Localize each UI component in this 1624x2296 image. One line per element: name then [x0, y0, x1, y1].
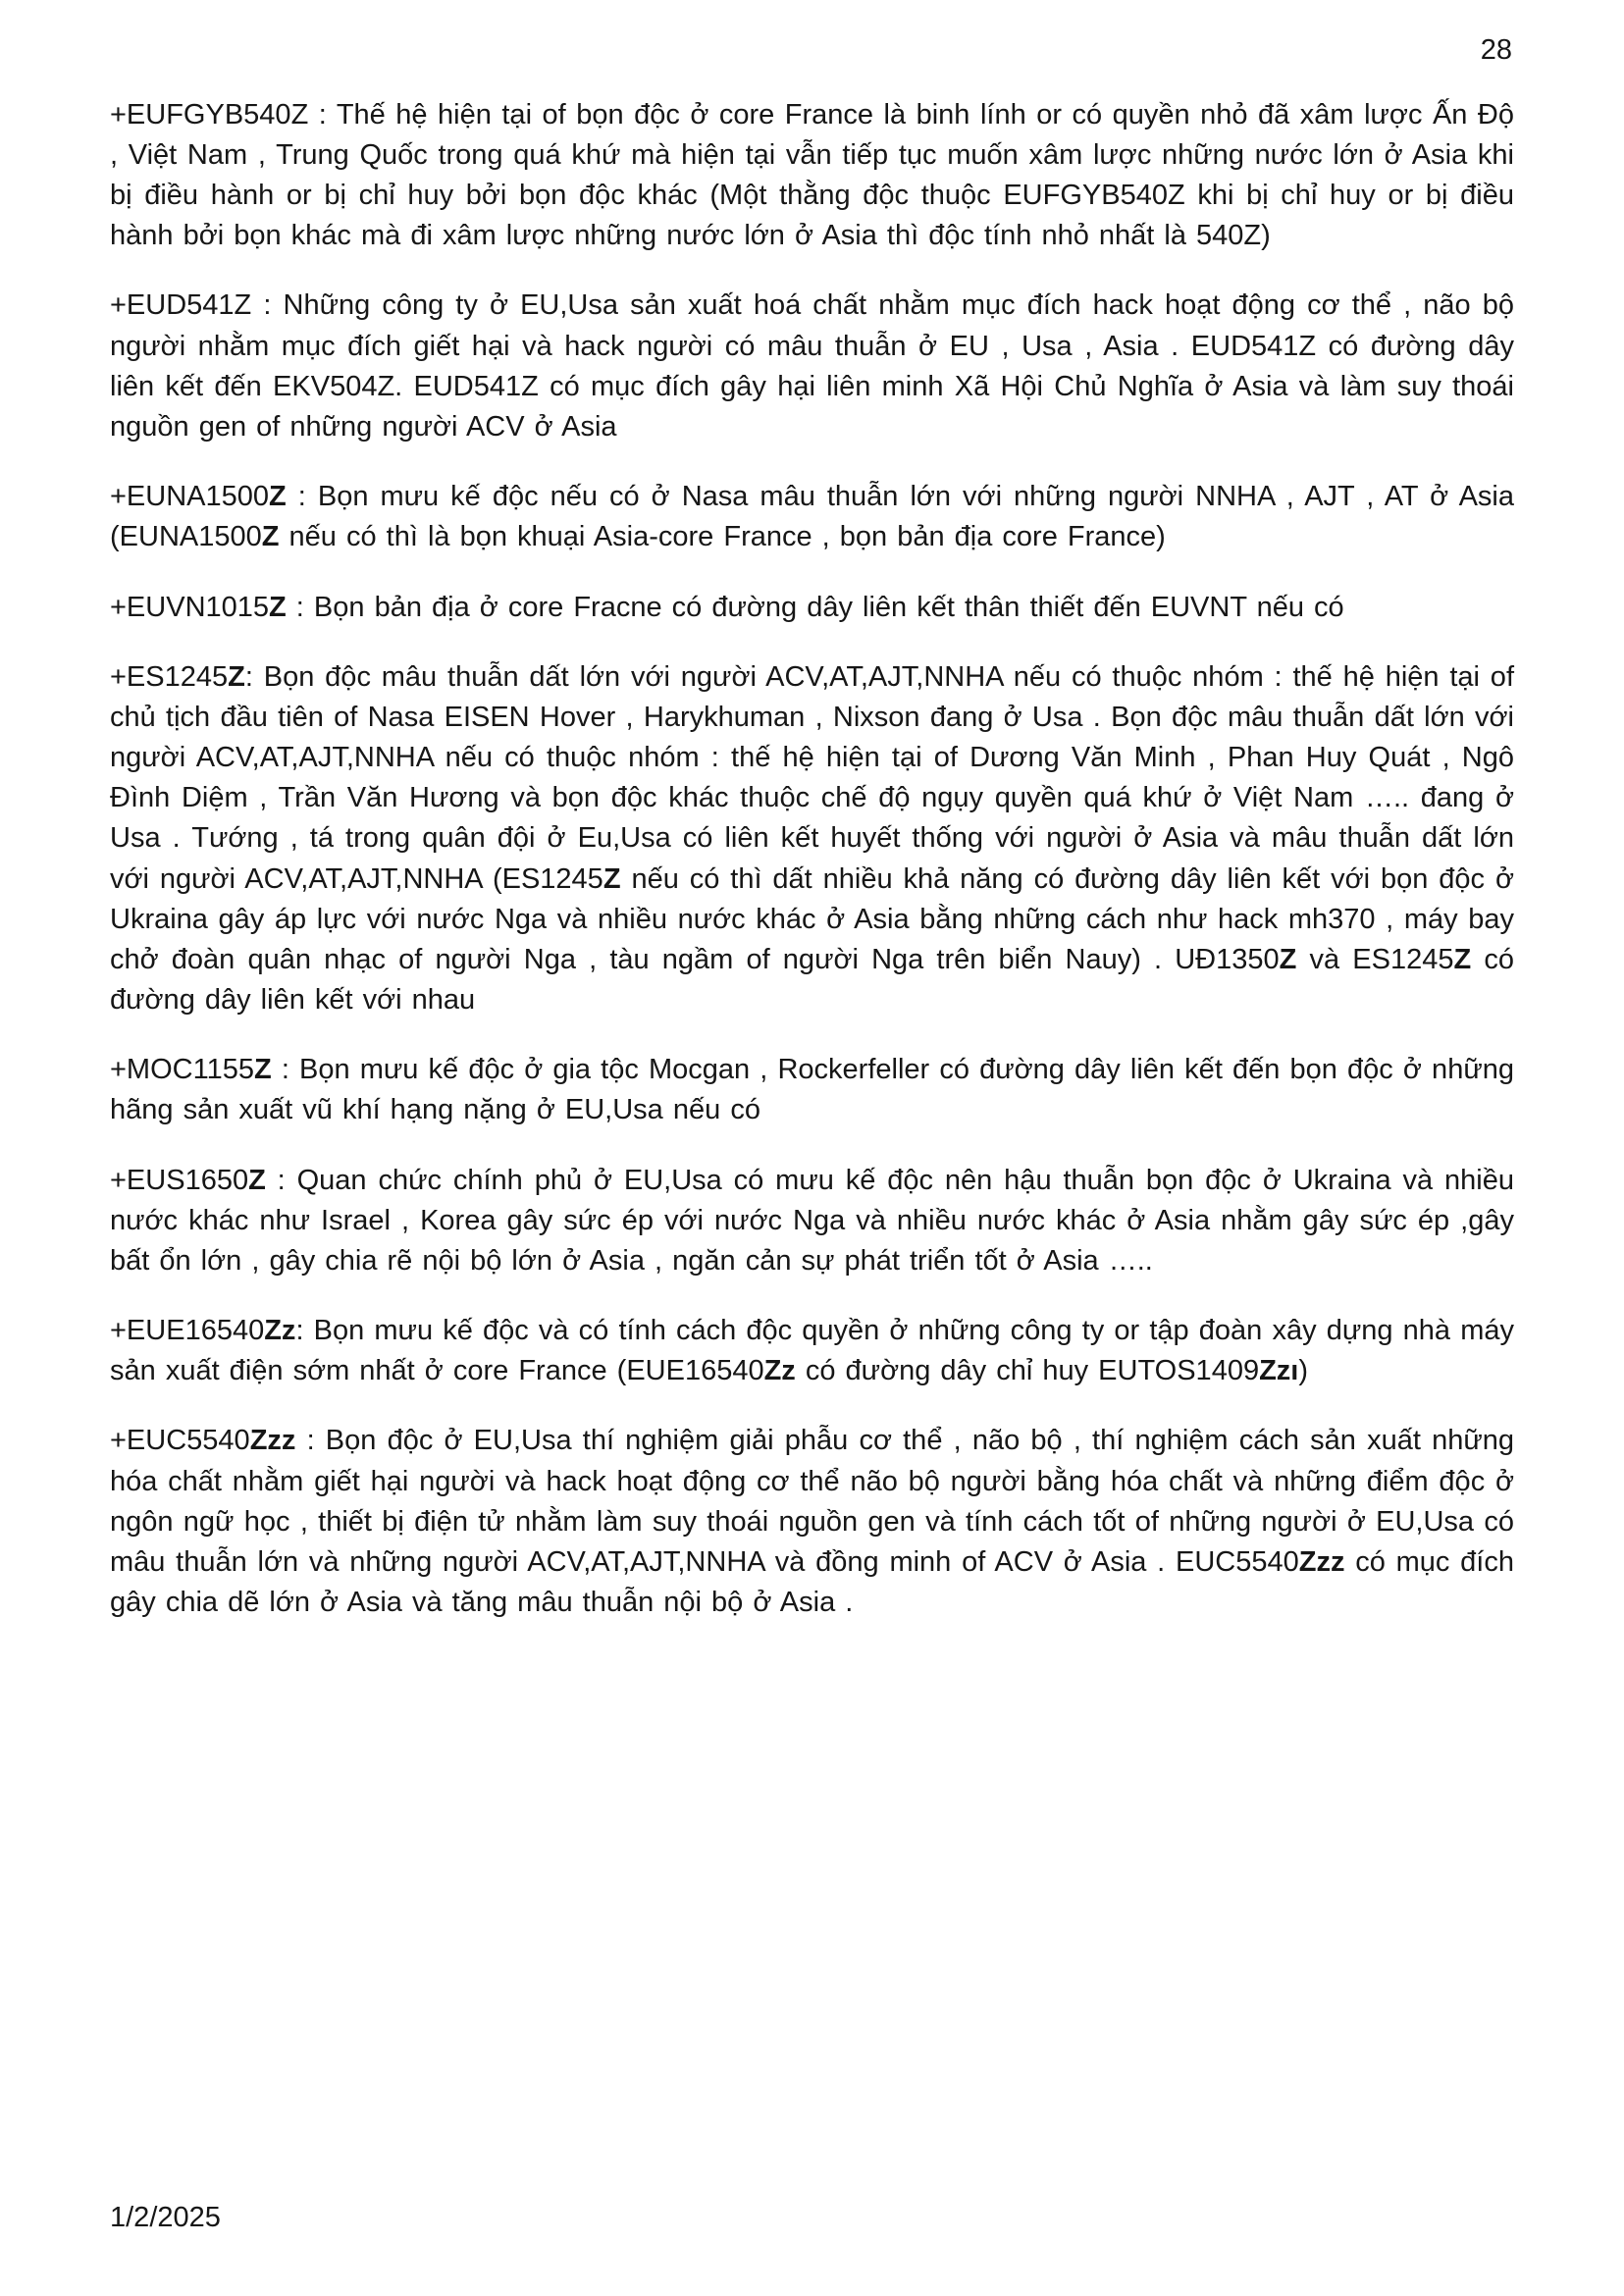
code-suffix-bold: Z: [269, 591, 287, 623]
text-fragment: ): [1298, 1355, 1309, 1387]
text-fragment: có mục đích gây chia dẽ lớn ở Asia và tăng mâu thuẫn nội bộ ở Asia .: [110, 1545, 1514, 1619]
code-suffix-bold: Z: [261, 521, 280, 553]
paragraph: [110, 1421, 1514, 1623]
code-suffix-bold: Zz: [264, 1315, 296, 1347]
text-fragment: +EUFGYB540Z : Thế hệ hiện tại of bọn độc ở core France là binh lính or có quyền nhỏ đã xâm lược Ấn Độ , Việt Nam , Trung Quốc trong quá khứ mà hiện tại vẫn tiếp tục muốn xâm lược những nước lớn ở Asia khi bị điều hành or bị chỉ huy bởi bọn độc khác (Một thằng độc thuộc EUFGYB540Z khi bị chỉ huy or bị điều hành bởi bọn khác mà đi xâm lược những nước lớn ở Asia thì độc tính nhỏ nhất là 540Z): [110, 98, 1514, 252]
text-fragment: : Bọn bản địa ở core Fracne có đường dây liên kết thân thiết đến EUVNT nếu có: [286, 591, 1344, 623]
code-suffix-bold: Zzz: [249, 1425, 296, 1457]
paragraph: [110, 1050, 1514, 1130]
paragraph: [110, 477, 1514, 557]
text-fragment: : Bọn mưu kế độc nếu có ở Nasa mâu thuẫn lớn với những người NNHA , AJT , AT ở Asia (EUNA1500: [110, 481, 1514, 553]
text-fragment: : Bọn độc ở EU,Usa thí nghiệm giải phẫu cơ thể , não bộ , thí nghiệm cách sản xuất những hóa chất nhằm giết hại người và hack hoạt động cơ thể não bộ người bằng hóa chất và những điểm độc ở ngôn ngữ học , thiết bị điện tử nhằm làm suy thoái nguồn gen và tính cách tốt of những người ở EU,Usa có mâu thuẫn lớn và những người ACV,AT,AJT,NNHA và đồng minh of ACV ở Asia . EUC5540: [110, 1425, 1514, 1578]
paragraph: [110, 588, 1514, 628]
text-fragment: có đường dây chỉ huy EUTOS1409: [795, 1355, 1260, 1387]
text-fragment: : Quan chức chính phủ ở EU,Usa có mưu kế độc nên hậu thuẫn bọn độc ở Ukraina và nhiều nước khác như Israel , Korea gây sức ép với nước Nga và nhiều nước khác ở Asia nhằm gây sức ép ,gây bất ổn lớn , gây chia rẽ nội bộ lớn ở Asia , ngăn cản sự phát triển tốt ở Asia …..: [110, 1164, 1514, 1277]
text-fragment: +EUC5540: [110, 1425, 250, 1457]
text-fragment: có đường dây liên kết với nhau: [110, 943, 1514, 1017]
code-suffix-bold: Z: [269, 481, 287, 513]
text-fragment: nếu có thì là bọn khuại Asia-core France , bọn bản địa core France): [279, 521, 1166, 553]
text-fragment: +MOC1155: [110, 1054, 254, 1086]
paragraph: [110, 95, 1514, 257]
code-suffix-bold: Zz: [763, 1355, 796, 1387]
text-fragment: +EUVN1015: [110, 591, 270, 623]
text-fragment: và ES1245: [1296, 943, 1454, 975]
text-fragment: +EUNA1500: [110, 481, 270, 513]
text-fragment: +ES1245: [110, 660, 229, 693]
footer-date: 1/2/2025: [110, 2202, 221, 2234]
text-fragment: : Bọn độc mâu thuẫn dất lớn với người ACV,AT,AJT,NNHA nếu có thuộc nhóm : thế hệ hiện tại of chủ tịch đầu tiên of Nasa EISEN Hover , Harykhuman , Nixson đang ở Usa . Bọn độc mâu thuẫn dất lớn với người ACV,AT,AJT,NNHA nếu có thuộc nhóm : thế hệ hiện tại of Dương Văn Minh , Phan Huy Quát , Ngô Đình Diệm , Trần Văn Hương và bọn độc khác thuộc chế độ ngụy quyền quá khứ ở Việt Nam ….. đang ở Usa . Tướng , tá trong quân đội ở Eu,Usa có liên kết huyết thống với người ở Asia và mâu thuẫn dất lớn với người ACV,AT,AJT,NNHA (ES1245: [110, 660, 1514, 895]
code-suffix-bold: Z: [1453, 943, 1472, 975]
document-body: [110, 95, 1514, 1624]
code-suffix-bold: Zzı: [1259, 1355, 1299, 1387]
code-suffix-bold: Z: [1279, 943, 1297, 975]
paragraph: [110, 286, 1514, 447]
code-suffix-bold: Z: [602, 862, 621, 895]
text-fragment: : Bọn mưu kế độc và có tính cách độc quyền ở những công ty or tập đoàn xây dựng nhà máy sản xuất điện sớm nhất ở core France (EUE16540: [110, 1315, 1514, 1387]
paragraph: [110, 1161, 1514, 1282]
code-suffix-bold: Z: [248, 1164, 266, 1196]
code-suffix-bold: Z: [228, 660, 245, 693]
page-number: 28: [1480, 34, 1512, 66]
code-suffix-bold: Z: [253, 1054, 272, 1086]
text-fragment: +EUE16540: [110, 1315, 265, 1347]
text-fragment: +EUD541Z : Những công ty ở EU,Usa sản xuất hoá chất nhằm mục đích hack hoạt động cơ thể , não bộ người nhằm mục đích giết hại và hack người có mâu thuẫn ở EU , Usa , Asia . EUD541Z có đường dây liên kết đến EKV504Z. EUD541Z có mục đích gây hại liên minh Xã Hội Chủ Nghĩa ở Asia và làm suy thoái nguồn gen of những người ACV ở Asia: [110, 289, 1514, 443]
code-suffix-bold: Zzz: [1298, 1545, 1345, 1578]
text-fragment: nếu có thì dất nhiều khả năng có đường dây liên kết với bọn độc ở Ukraina gây áp lực với nước Nga và nhiều nước khác ở Asia bằng những cách như hack mh370 , máy bay chở đoàn quân nhạc of người Nga , tàu ngầm of người Nga trên biển Nauy) . UĐ1350: [110, 862, 1514, 975]
text-fragment: +EUS1650: [110, 1164, 249, 1196]
paragraph: [110, 1311, 1514, 1391]
text-fragment: : Bọn mưu kế độc ở gia tộc Mocgan , Rockerfeller có đường dây liên kết đến bọn độc ở những hãng sản xuất vũ khí hạng nặng ở EU,Usa nếu có: [110, 1054, 1514, 1126]
paragraph: [110, 657, 1514, 1021]
